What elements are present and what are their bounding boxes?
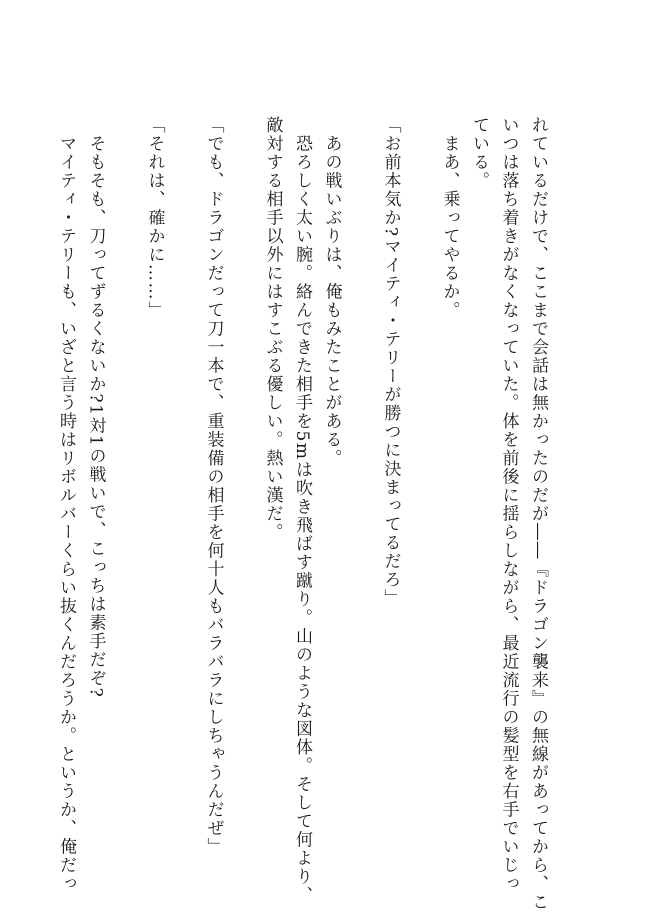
blank-line [110,116,140,816]
vertical-text-body [56,116,552,912]
blank-line [228,116,258,816]
blank-line [346,116,376,816]
blank-line [169,116,199,816]
text-line: 敵対する相手以外にはすこぶる優しい。熱い漢だ。 [262,116,283,542]
dialogue-line: 「お前本気か?マイティ・テリーが勝つに決まってるだろ」 [380,116,401,608]
text-line: マイティ・テリーも、いざと言う時はリボルバーくらい抜くんだろうか。というか、俺だっ [56,116,76,893]
text-line: 恐ろしく太い腕。絡んできた相手を5mは吹き飛ばす蹴り。山のような図体。そして何より、 [292,116,312,905]
dialogue-line: 「それは、確かに……」 [144,116,165,320]
blank-line [405,116,435,816]
dialogue-line: 「でも、ドラゴンだって刀一本で、重装備の相手を何十人もバラバラにしちゃうんだぜ」 [203,116,224,856]
text-line: いつは落ち着きがなくなっていた。体を前後に揺らしながら、最近流行の髪型を右手でいじっ [498,116,519,893]
text-line: まあ、乗ってやるか。 [439,116,460,320]
text-line: そもそも、刀ってずるくないか?1対1の戦いで、こっちは素手だぞ? [85,116,106,699]
text-line: ている。 [469,116,489,190]
text-line: あの戦いぶりは、俺もみたことがある。 [321,116,342,468]
text-line: れているだけで、ここまで会話は無かったのだが――『ドラゴン襲来』の無線があってから、こ [528,116,548,912]
